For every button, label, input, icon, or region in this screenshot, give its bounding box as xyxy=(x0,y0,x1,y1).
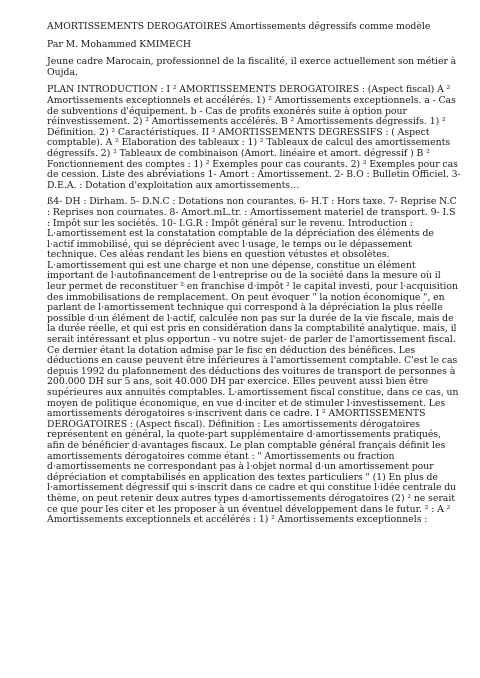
document-author: Par M. Mohammed KMIMECH xyxy=(47,38,191,50)
document-page xyxy=(47,22,461,526)
author-bio: Jeune cadre Marocain, professionnel de la fiscalité, il exerce actuellement son métier à Oujda. xyxy=(47,56,457,78)
document-plan: PLAN INTRODUCTION : I ² AMORTISSEMENTS DEROGATOIRES : (Aspect fiscal) A ² Amortissements exceptionnels et accélérés. 1) ² Amortissements exceptionnels. a - Cas de subventions d'équipement. b - Cas de profits exonérés suite à option pour réinvestissement. 2) ² Amortissements accélérés. B ² Amortissements dégressifs. 1) ² Définition. 2) ² Caractéristiques. II ² AMORTISSEMENTS DEGRESSIFS : ( Aspect comptable). A ² Elaboration des tableaux : 1) ² Tableaux de calcul des amortissements dégressifs. 2) ² Tableaux de combinaison (Amort. linéaire et amort. dégressif ) B ² Fonctionnement des comptes : 1) ² Exemples pour cas courants. 2) ² Exemples pour cas de cession. Liste des abréviations 1- Amort : Amortissement. 2- B.O : Bulletin Officiel. 3- D.E.A. : Dotation d'exploitation aux amortissements… xyxy=(47,84,461,191)
document-title: AMORTISSEMENTS DEROGATOIRES Amortissements dégressifs comme modèle xyxy=(47,21,431,32)
document-body: ß4- DH : Dirham. 5- D.N.C : Dotations non courantes. 6- H.T : Hors taxe. 7- Reprise N.C : Reprises non cournates. 8- Amort.mL.tr. : Amortissement materiel de transport. 9- I.S : Impôt sur les sociétés. 10- I.G.R : Impôt général sur le revenu. Introduction : L·amortissement est la constatation comptable de la dépréciation des éléments de l·actif immobilisé, qui se déprécient avec l·usage, le temps ou le dépassement technique. Ces aléas rendant les biens en question vétustes et obsolètes. L·amortissement qui est une charge et non une dépense, constitue un élément important de l·autofinancement de l·entreprise ou de la société dans la mesure où il leur permet de reconstituer ² en franchise d·impôt ² le capital investi, pour l·acquisition des immobilisations de remplacement. On peut évoquer " la notion économique ", en parlant de l·amortissement technique qui correspond à la dépréciation la plus réelle possible d·un élément de l·actif, calculée non pas sur la durée de la vie fiscale, mais de la durée réelle, et qui est pris en considération dans la comptabilité analytique. mais, il serait intéressant et plus opportun - vu notre sujet- de parler de l'amortissement fiscal. Ce dernier étant la dotation admise par le fisc en déduction des bénéfices. Les déductions en cause peuvent être inférieures à l'amortissement comptable. C'est le cas depuis 1992 du plafonnement des déductions des voitures de transport de personnes à 200.000 DH sur 5 ans, soit 40.000 DH par exercice. Elles peuvent aussi bien être supérieures aux annuités comptables. L·amortissement fiscal constitue, dans ce cas, un moyen de politique économique, en vue d·inciter et de stimuler l·investissement. Les amortissements dérogatoires s·inscrivent dans ce cadre. I ² AMORTISSEMENTS DEROGATOIRES : (Aspect fiscal). Définition : Les amortissements dérogatoires représentent en général, la quote-part supplémentaire d·amortissements pratiqués, afin de bénéficier d·avantages fiscaux. Le plan comptable général français définit les amortissements dérogatoires comme étant : " Amortissements ou fraction d·amortissements ne correspondant pas à l·objet normal d·un amortissement pour dépréciation et comptabilisés en application des textes particuliers " (1) En plus de l·amortissement dégressif qui s·inscrit dans ce cadre et qui constitue l·idée centrale du thème, on peut retenir deux autres types d·amortissements dérogatoires (2) ² ne serait ce que pour les citer et les proposer à un éventuel développement dans le futur. ² : A ² Amortissements exceptionnels et accélérés : 1) ² Amortissements exceptionnels : xyxy=(47,196,459,526)
